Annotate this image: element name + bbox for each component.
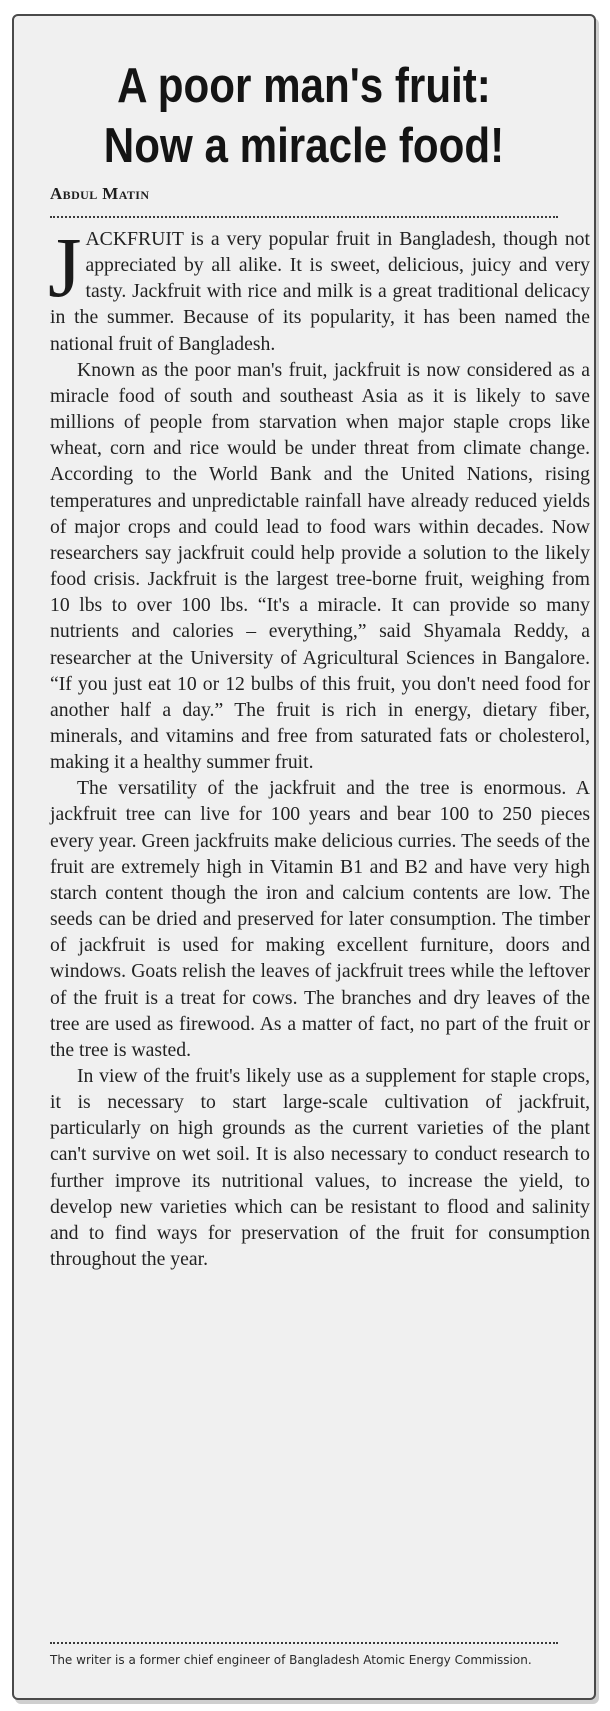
drop-cap: J [48, 219, 82, 315]
top-dotted-divider [50, 216, 558, 218]
paragraph-1-text: ACKFRUIT is a very popular fruit in Bangladesh, though not appreciated by all alike. It is sweet, delicious, juicy and very tasty. Jackfruit with rice and milk is a great traditional delicacy in the summer. Because of its popularity, it has been named the national fruit of Bangladesh. [50, 228, 590, 355]
headline [63, 56, 545, 176]
article-body [48, 219, 590, 1272]
paragraph-3: The versatility of the jackfruit and the tree is enormous. A jackfruit tree can live for 100 years and bear 100 to 250 pieces every year. Green jackfruits make delicious curries. The seeds of the fruit are extremely high in Vitamin B1 and B2 and have very high starch content though the iron and calcium contents are low. The seeds can be dried and preserved for later consumption. The timber of jackfruit is used for making excellent furniture, doors and windows. Goats relish the leaves of jackfruit trees while the leftover of the fruit is a treat for cows. The branches and dry leaves of the tree are used as firewood. As a matter of fact, no part of the fruit or the tree is wasted. [50, 777, 590, 1061]
paragraph-2: Known as the poor man's fruit, jackfruit is now considered as a miracle food of south and southeast Asia as it is likely to save millions of people from starvation when major staple crops like wheat, corn and rice would be under threat from climate change. According to the World Bank and the United Nations, rising temperatures and unpredictable rainfall have already reduced yields of major crops and could lead to food wars within decades. Now researchers say jackfruit could help provide a solution to the likely food crisis. Jackfruit is the largest tree-borne fruit, weighing from 10 lbs to over 100 lbs. “It's a miracle. It can provide so many nutrients and calories – everything,” said Shyamala Reddy, a researcher at the University of Agricultural Sciences in Bangalore. “If you just eat 10 or 12 bulbs of this fruit, you don't need food for another half a day.” The fruit is rich in energy, dietary fiber, minerals, and vitamins and free from saturated fats or cholesterol, making it a healthy summer fruit. [50, 358, 590, 774]
headline-line-1: A poor man's fruit: [117, 59, 491, 113]
byline: Abdul Matin [50, 184, 150, 203]
bottom-dotted-divider [50, 1642, 558, 1644]
paragraph-4: In view of the fruit's likely use as a supplement for staple crops, it is necessary to start large-scale cultivation of jackfruit, particularly on high grounds as the current varieties of the plant can't survive on wet soil. It is also necessary to conduct research to further improve its nutritional values, to increase the yield, to develop new varieties which can be resistant to flood and salinity and to find ways for preservation of the fruit for consumption throughout the year. [50, 1065, 590, 1271]
headline-line-2: Now a miracle food! [103, 119, 505, 173]
author-footnote: The writer is a former chief engineer of Bangladesh Atomic Energy Commission. [50, 1653, 532, 1667]
article-card [12, 14, 596, 1700]
paragraph-1 [48, 219, 590, 357]
